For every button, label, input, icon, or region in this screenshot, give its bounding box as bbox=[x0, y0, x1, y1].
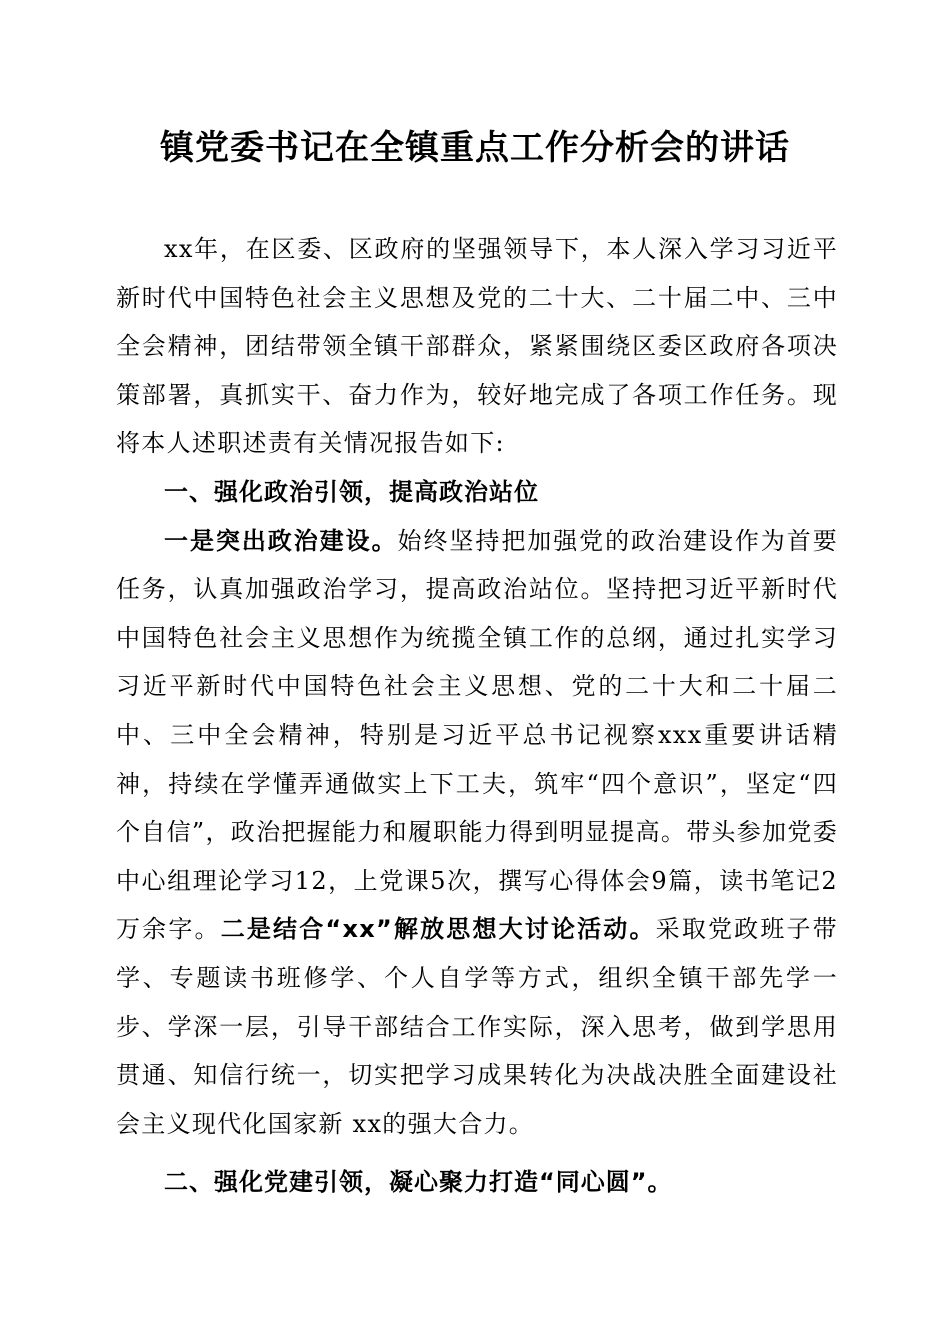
document-body bbox=[116, 225, 838, 1207]
point-1-text: 始终坚持把加强党的政治建设作为首要任务，认真加强政治学习，提高政治站位。坚持把习近平新时代中国特色社会主义思想作为统揽全镇工作的总纲，通过扎实学习习近平新时代中国特色社会主义思想、党的二十大和二十届二中、三中全会精神，特别是习近平总书记视察xxx重要讲话精神，持续在学懂弄通做实上下工夫，筑牢“四个意识”，坚定“四个自信”，政治把握能力和履职能力得到明显提高。带头参加党委中心组理论学习12，上党课5次，撰写心得体会9篇，读书笔记2万余字。 bbox=[116, 526, 838, 944]
intro-paragraph: xx年，在区委、区政府的坚强领导下，本人深入学习习近平新时代中国特色社会主义思想及党的二十大、二十届二中、三中全会精神，团结带领全镇干部群众，紧紧围绕区委区政府各项决策部署，真抓实干、奋力作为，较好地完成了各项工作任务。现将本人述职述责有关情况报告如下: bbox=[116, 235, 838, 458]
point-1-lead: 一是突出政治建设。 bbox=[164, 526, 398, 555]
document-title: 镇党委书记在全镇重点工作分析会的讲话 bbox=[160, 128, 790, 168]
point-2-text: 采取党政班子带学、专题读书班修学、个人自学等方式，组织全镇干部先学一步、学深一层，引导干部结合工作实际，深入思考，做到学思用贯通、知信行统一，切实把学习成果转化为决战决胜全面建设社会主义现代化国家新 xx的强大合力。 bbox=[116, 915, 838, 1138]
point-2-lead: 二是结合“xx”解放思想大讨论活动。 bbox=[220, 915, 656, 944]
section-1-heading: 一、强化政治引领，提高政治站位 bbox=[164, 477, 539, 506]
section-1-paragraph bbox=[116, 517, 838, 1149]
section-2-heading: 二、强化党建引领，凝心聚力打造“同心圆”。 bbox=[164, 1168, 673, 1197]
